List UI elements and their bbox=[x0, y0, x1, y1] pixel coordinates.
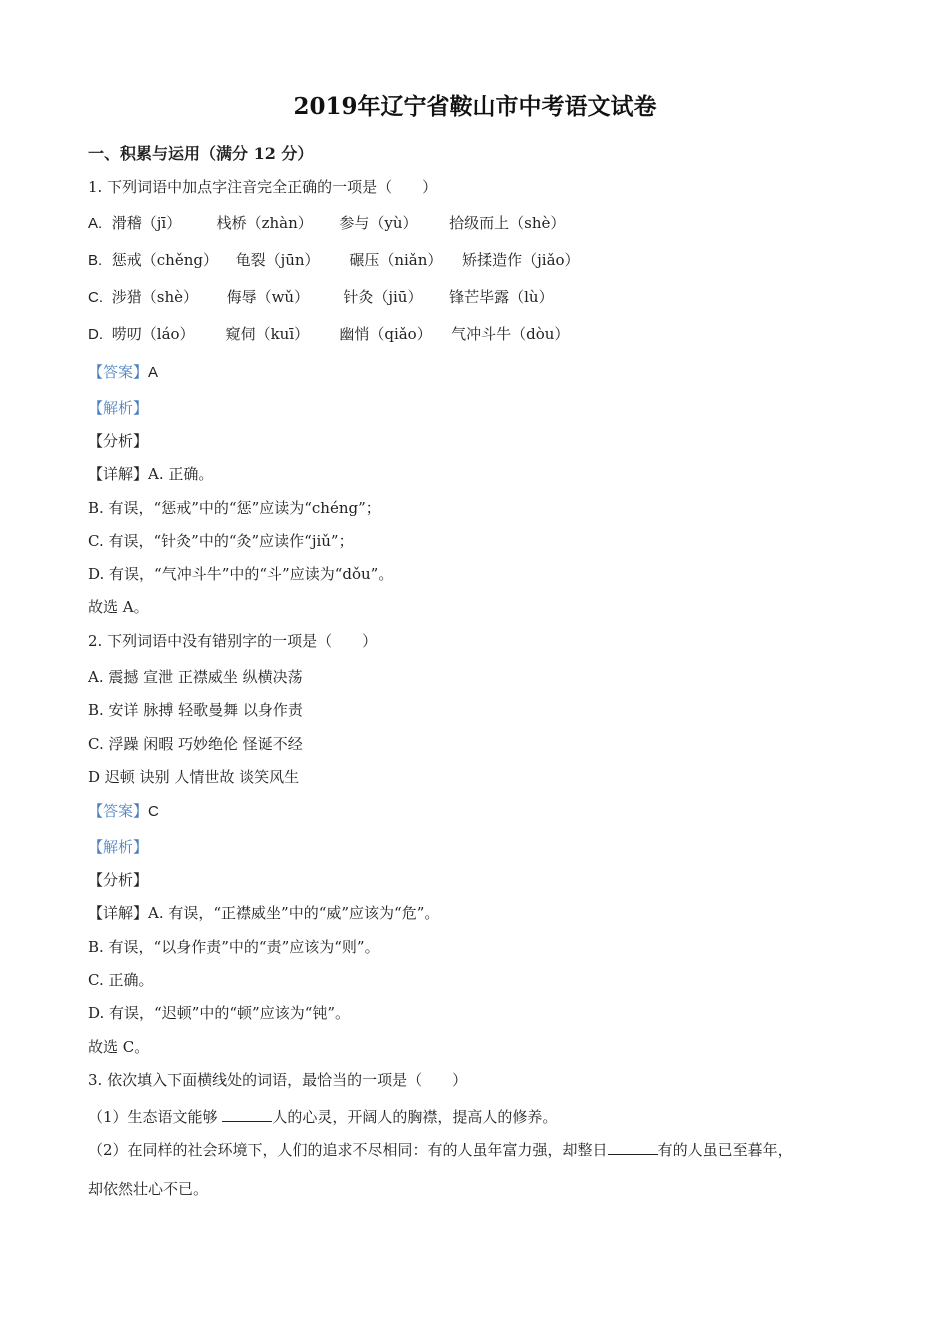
q1-analysis-tag: 【解析】 bbox=[88, 399, 149, 417]
section-heading: 一、积累与运用（满分 12 分） bbox=[88, 144, 314, 163]
q1-option-a bbox=[88, 213, 565, 234]
option-item: 唠叨（láo） bbox=[111, 325, 195, 343]
q3-sentence-2-cont: 却依然壮心不已。 bbox=[88, 1180, 209, 1198]
q2-option-b: B. 安详 脉搏 轻歌曼舞 以身作责 bbox=[88, 701, 303, 719]
q1-detail-line: 【详解】A. 正确。 bbox=[88, 465, 214, 483]
option-item: 气冲斗牛（dòu） bbox=[451, 325, 570, 343]
option-item: 窥伺（kuī） bbox=[225, 325, 310, 343]
fill-blank bbox=[608, 1140, 658, 1155]
q2-fenxi: 【分析】 bbox=[88, 871, 149, 889]
option-item: 侮辱（wǔ） bbox=[226, 288, 310, 306]
sentence-text: 有的人虽已至暮年， bbox=[657, 1141, 793, 1159]
q2-option-c: C. 浮躁 闲暇 巧妙绝伦 怪诞不经 bbox=[88, 735, 303, 753]
fill-blank bbox=[222, 1107, 272, 1122]
answer-value: C bbox=[148, 803, 159, 820]
sentence-text: （1）生态语文能够 bbox=[88, 1108, 223, 1126]
q1-stem: 1. 下列词语中加点字注音完全正确的一项是（ ） bbox=[88, 178, 438, 196]
sentence-text: （2）在同样的社会环境下，人们的追求不尽相同：有的人虽年富力强，却整日 bbox=[88, 1141, 608, 1159]
q1-option-c bbox=[88, 287, 554, 308]
q2-option-a: A. 震撼 宣泄 正襟威坐 纵横决荡 bbox=[88, 668, 303, 686]
option-item: 龟裂（jūn） bbox=[235, 251, 320, 269]
q2-conclusion: 故选 C。 bbox=[88, 1038, 150, 1056]
q2-detail-line: C. 正确。 bbox=[88, 971, 154, 989]
sentence-text: 人的心灵，开阔人的胸襟，提高人的修养。 bbox=[272, 1108, 558, 1126]
option-item: 碾压（niǎn） bbox=[349, 251, 443, 269]
option-label: A. bbox=[88, 215, 103, 232]
option-label: D. bbox=[88, 326, 103, 343]
option-item: 滑稽（jī） bbox=[111, 214, 182, 232]
q3-sentence-2 bbox=[88, 1140, 793, 1160]
q2-answer bbox=[88, 801, 159, 822]
option-label: C. bbox=[88, 289, 103, 306]
answer-value: A bbox=[148, 364, 159, 381]
option-item: 栈桥（zhàn） bbox=[216, 214, 313, 232]
q3-sentence-1 bbox=[88, 1107, 557, 1127]
option-item: 涉猎（shè） bbox=[111, 288, 199, 306]
option-label: B. bbox=[88, 252, 103, 269]
q3-stem: 3. 依次填入下面横线处的词语，最恰当的一项是（ ） bbox=[88, 1071, 468, 1089]
q2-detail-line: D. 有误，“迟顿”中的“顿”应该为“钝”。 bbox=[88, 1004, 351, 1022]
option-item: 锋芒毕露（lù） bbox=[449, 288, 554, 306]
q2-detail-line: 【详解】A. 有误，“正襟威坐”中的“威”应该为“危”。 bbox=[88, 904, 440, 922]
q1-option-d bbox=[88, 324, 569, 345]
q1-detail-line: C. 有误，“针灸”中的“灸”应读作“jiǔ”； bbox=[88, 532, 354, 550]
option-item: 幽悄（qiǎo） bbox=[339, 325, 432, 343]
option-item: 惩戒（chěng） bbox=[111, 251, 218, 269]
q1-answer bbox=[88, 362, 158, 383]
q2-stem: 2. 下列词语中没有错别字的一项是（ ） bbox=[88, 632, 378, 650]
option-item: 参与（yù） bbox=[339, 214, 418, 232]
q1-option-b bbox=[88, 250, 580, 271]
answer-tag: 【答案】 bbox=[88, 363, 149, 381]
q1-detail-line: D. 有误，“气冲斗牛”中的“斗”应读为“dǒu”。 bbox=[88, 565, 394, 583]
option-item: 针灸（jiū） bbox=[343, 288, 423, 306]
q2-detail-line: B. 有误，“以身作责”中的“责”应该为“则”。 bbox=[88, 938, 380, 956]
q1-fenxi: 【分析】 bbox=[88, 432, 149, 450]
q2-option-d: D 迟顿 诀别 人情世故 谈笑风生 bbox=[88, 768, 300, 786]
q1-conclusion: 故选 A。 bbox=[88, 598, 149, 616]
option-item: 拾级而上（shè） bbox=[449, 214, 566, 232]
page-title: 2019年辽宁省鞍山市中考语文试卷 bbox=[293, 93, 657, 120]
q2-analysis-tag: 【解析】 bbox=[88, 838, 149, 856]
answer-tag: 【答案】 bbox=[88, 802, 149, 820]
option-item: 矫揉造作（jiǎo） bbox=[462, 251, 580, 269]
q1-detail-line: B. 有误，“惩戒”中的“惩”应读为“chéng”； bbox=[88, 499, 381, 517]
